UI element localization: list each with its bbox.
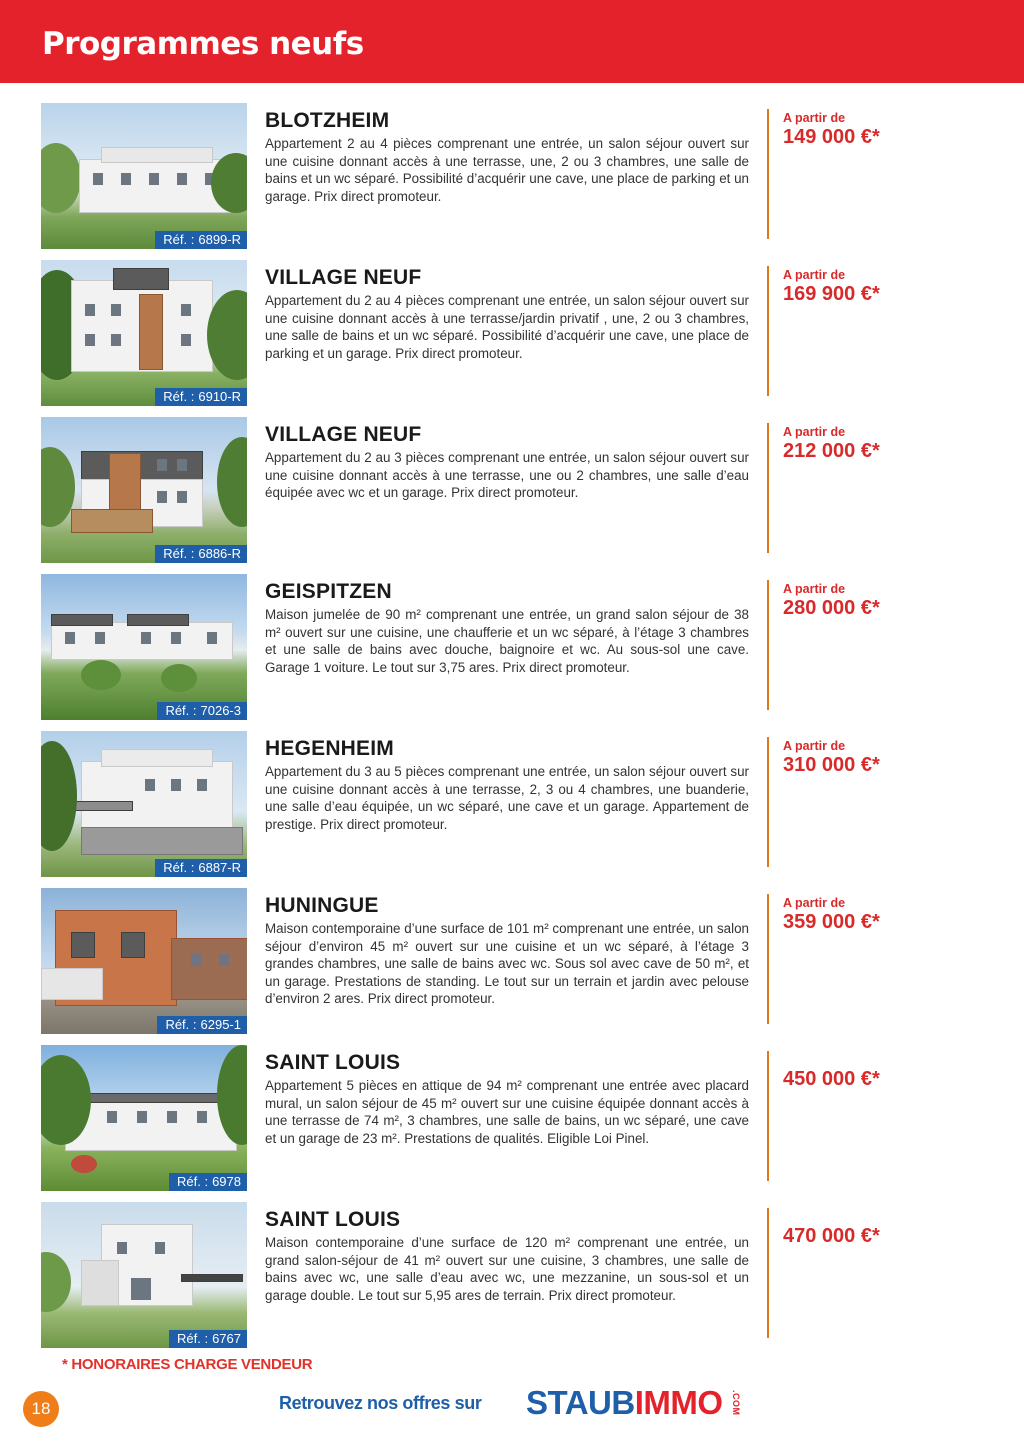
property-photo[interactable] [41,1202,247,1348]
price-prefix: A partir de [783,425,846,439]
listing-description: Appartement du 3 au 5 pièces comprenant une entrée, un salon séjour ouvert sur une cuisine donnant accès à une terrasse, 2, 3 ou 4 chambres, une buanderie, une salle d’eau équipée, un wc séparé, une cave et un garage. Appartement de prestige. Prix direct promoteur. [265,764,749,832]
price-block [783,896,983,934]
listing-description: Maison jumelée de 90 m² comprenant une entrée, un grand salon séjour de 38 m² ouvert sur une cuisine, une chaufferie et un wc séparé, à l’étage 3 chambres et une salle de bains avec douche, baignoire et wc. Au sous-sol une cave. Garage 1 voiture. Le tout sur 3,75 ares. Prix direct promoteur. [265,607,749,675]
price-prefix [783,1210,983,1224]
price-block [783,1053,983,1091]
listing-card[interactable] [0,1045,1024,1191]
listing-title: HUNINGUE [265,894,379,917]
price: 149 000 €* [783,126,880,148]
promo-text: Retrouvez nos offres sur [279,1393,482,1413]
price-divider [767,894,769,1024]
reference-badge: Réf. : 6899-R [155,231,247,249]
listing-description: Appartement 5 pièces en attique de 94 m² comprenant une entrée avec placard mural, un salon séjour de 45 m² ouvert sur une cuisine équipée donnant accès à une terrasse de 74 m², 3 chambres, une salle de bains, un wc séparé, une cave et un garage de 23 m². Prestations de qualités. Eligible Loi Pinel. [265,1078,749,1146]
reference-badge: Réf. : 6887-R [155,859,247,877]
listing-card[interactable] [0,103,1024,249]
price: 212 000 €* [783,440,880,462]
price-block [783,268,983,306]
listing-title: GEISPITZEN [265,580,392,603]
price-block [783,1210,983,1248]
property-photo[interactable] [41,103,247,249]
price: 310 000 €* [783,754,880,776]
reference-number: 6767 [212,1331,241,1346]
property-photo[interactable] [41,1045,247,1191]
brand-part-1: STAUB [526,1384,635,1421]
listing-description: Maison contemporaine d’une surface de 120 m² comprenant une entrée, un grand salon-séjour de 41 m² ouvert sur une cuisine, 3 chambres, une salle de bains avec wc, une salle d’eau avec wc, une mezzanine, un sous-sol et un garage double. Le tout sur 5,95 ares de terrain. Prix direct promoteur. [265,1235,749,1303]
page-header [0,0,1024,83]
listing-title: VILLAGE NEUF [265,266,422,289]
property-photo[interactable] [41,888,247,1034]
price: 359 000 €* [783,911,880,933]
price: 169 900 €* [783,283,880,305]
price-prefix: A partir de [783,739,846,753]
page-number-badge: 18 [23,1391,59,1427]
price-block [783,111,983,149]
listing-title: BLOTZHEIM [265,109,390,132]
listing-title: VILLAGE NEUF [265,423,422,446]
price-block [783,425,983,463]
fees-footnote: * HONORAIRES CHARGE VENDEUR [62,1356,313,1373]
listing-card[interactable] [0,731,1024,877]
price-prefix: A partir de [783,896,846,910]
price-prefix: A partir de [783,582,846,596]
listing-description: Appartement du 2 au 4 pièces comprenant une entrée, un salon séjour ouvert sur une cuisine donnant accès à une terrasse/jardin privatif , une, 2 ou 3 chambres, une salle de bains et un wc séparé. Possibilité d’acquérir une cave, une place de parking et un garage. Prix direct promoteur. [265,293,749,361]
price-divider [767,266,769,396]
reference-number: 6886-R [198,546,241,561]
price: 470 000 €* [783,1225,880,1247]
price: 450 000 €* [783,1068,880,1090]
price-block [783,582,983,620]
reference-number: 6910-R [198,389,241,404]
property-photo[interactable] [41,417,247,563]
listing-card[interactable] [0,888,1024,1034]
reference-number: 7026-3 [200,703,241,718]
reference-number: 6887-R [198,860,241,875]
price-divider [767,1208,769,1338]
listing-card[interactable] [0,417,1024,563]
page-title: Programmes neufs [42,26,364,62]
listing-description: Appartement 2 au 4 pièces comprenant une entrée, un salon séjour ouvert sur une cuisine donnant accès à une terrasse, une, 2 ou 3 chambres, une salle de bains et un wc séparé. Possibilité d’acquérir une cave, une place de parking et un garage. Prix direct promoteur. [265,136,749,204]
reference-number: 6978 [212,1174,241,1189]
listing-card[interactable] [0,574,1024,720]
reference-badge: Réf. : 7026-3 [157,702,247,720]
property-photo[interactable] [41,260,247,406]
listing-description: Appartement du 2 au 3 pièces comprenant une entrée, un salon séjour ouvert sur une cuisine donnant accès à une terrasse, une ou 2 chambres, une salle d’eau équipée avec wc et un garage. Prix direct promoteur. [265,450,749,501]
listing-description: Maison contemporaine d’une surface de 101 m² comprenant une entrée, un salon séjour d’environ 45 m² ouvert sur une cuisine et un wc séparé, à l’étage 3 grandes chambres, une salle de bains avec wc. Sous sol avec cave de 50 m², et un garage. Prestations de standing. Le tout sur un terrain et jardin avec pelouse d’environ 2 ares. Prix direct promoteur. [265,921,749,1007]
listing-title: HEGENHEIM [265,737,394,760]
reference-badge: Réf. : 6978 [169,1173,247,1191]
reference-badge: Réf. : 6910-R [155,388,247,406]
price-prefix: A partir de [783,111,846,125]
reference-number: 6295-1 [200,1017,241,1032]
reference-badge: Réf. : 6767 [169,1330,247,1348]
property-photo[interactable] [41,731,247,877]
listing-card[interactable] [0,1202,1024,1348]
listing-card[interactable] [0,260,1024,406]
price-prefix [783,1053,983,1067]
brand-part-2: IMMO [634,1384,723,1421]
price-block [783,739,983,777]
listing-title: SAINT LOUIS [265,1208,401,1231]
price-prefix: A partir de [783,268,846,282]
price-divider [767,580,769,710]
price-divider [767,109,769,239]
reference-number: 6899-R [198,232,241,247]
property-photo[interactable] [41,574,247,720]
brand-tld: .COM [731,1390,741,1416]
price-divider [767,423,769,553]
price-divider [767,737,769,867]
brand-logo[interactable] [526,1383,723,1423]
reference-badge: Réf. : 6295-1 [157,1016,247,1034]
listing-title: SAINT LOUIS [265,1051,401,1074]
price: 280 000 €* [783,597,880,619]
price-divider [767,1051,769,1181]
reference-badge: Réf. : 6886-R [155,545,247,563]
